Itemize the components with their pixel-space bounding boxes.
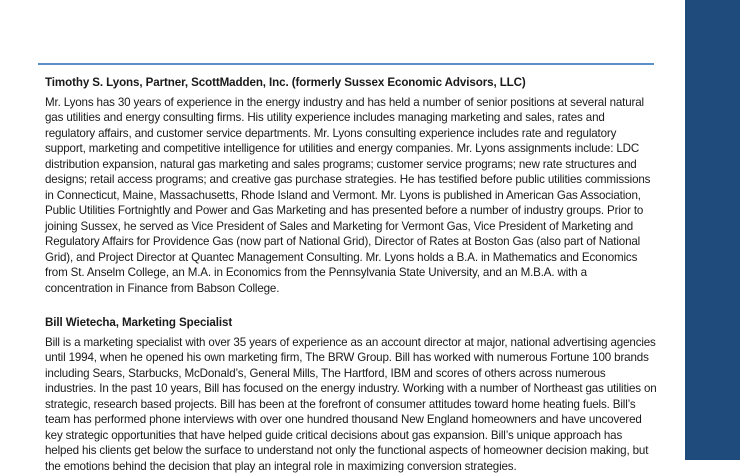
bio-section-lyons xyxy=(45,75,657,296)
bio-heading: Bill Wietecha, Marketing Specialist xyxy=(45,315,657,331)
side-color-bar xyxy=(685,0,740,460)
bio-content xyxy=(45,75,657,474)
bio-text: Bill is a marketing specialist with over 35 years of experience as an account director at major, national advertising agencies until 1994, when he opened his own marketing firm, The BRW Group. Bill has worked with numerous Fortune 100 brands including Sears, Starbucks, McDonald’s, General Mills, The Hartford, IBM and scores of others across numerous industries. In the past 10 years, Bill has focused on the energy industry. Working with a number of Northeast gas utilities on strategic, research based projects. Bill has been at the forefront of consumer attitudes toward home heating fuels. Bill’s team has performed phone interviews with over one hundred thousand New England homeowners and have uncovered key strategic opportunities that have helped guide critical decisions about gas expansion. Bill’s unique approach has helped his clients get below the surface to understand not only the functional aspects of homeowner decision making, but the emotions behind the decision that play an integral role in maximizing conversion strategies. xyxy=(45,335,657,474)
header-rule xyxy=(38,63,654,65)
bio-section-wietecha xyxy=(45,315,657,474)
bio-text: Mr. Lyons has 30 years of experience in the energy industry and has held a number of senior positions at several natural gas utilities and energy consulting firms. His utility experience includes managing marketing and sales, rates and regulatory affairs, and customer service departments. Mr. Lyons consulting experience includes rate and regulatory support, marketing and competitive intelligence for utilities and energy companies. Mr. Lyons assignments include: LDC distribution expansion, natural gas marketing and sales programs; customer service programs; new rate structures and designs; retail access programs; and creative gas purchase strategies. He has testified before public utilities commissions in Connecticut, Maine, Massachusetts, Rhode Island and Vermont. Mr. Lyons is published in American Gas Association, Public Utilities Fortnightly and Power and Gas Marketing and has presented before a number of industry groups. Prior to joining Sussex, he served as Vice President of Sales and Marketing for Vermont Gas, Vice President of Marketing and Regulatory Affairs for Providence Gas (now part of National Grid), Director of Rates at Boston Gas (also part of National Grid), and Project Director at Quantec Management Consulting. Mr. Lyons holds a B.A. in Mathematics and Economics from St. Anselm College, an M.A. in Economics from the Pennsylvania State University, and an M.B.A. with a concentration in Finance from Babson College. xyxy=(45,95,657,297)
bio-heading: Timothy S. Lyons, Partner, ScottMadden, Inc. (formerly Sussex Economic Advisors, LLC) xyxy=(45,75,657,91)
